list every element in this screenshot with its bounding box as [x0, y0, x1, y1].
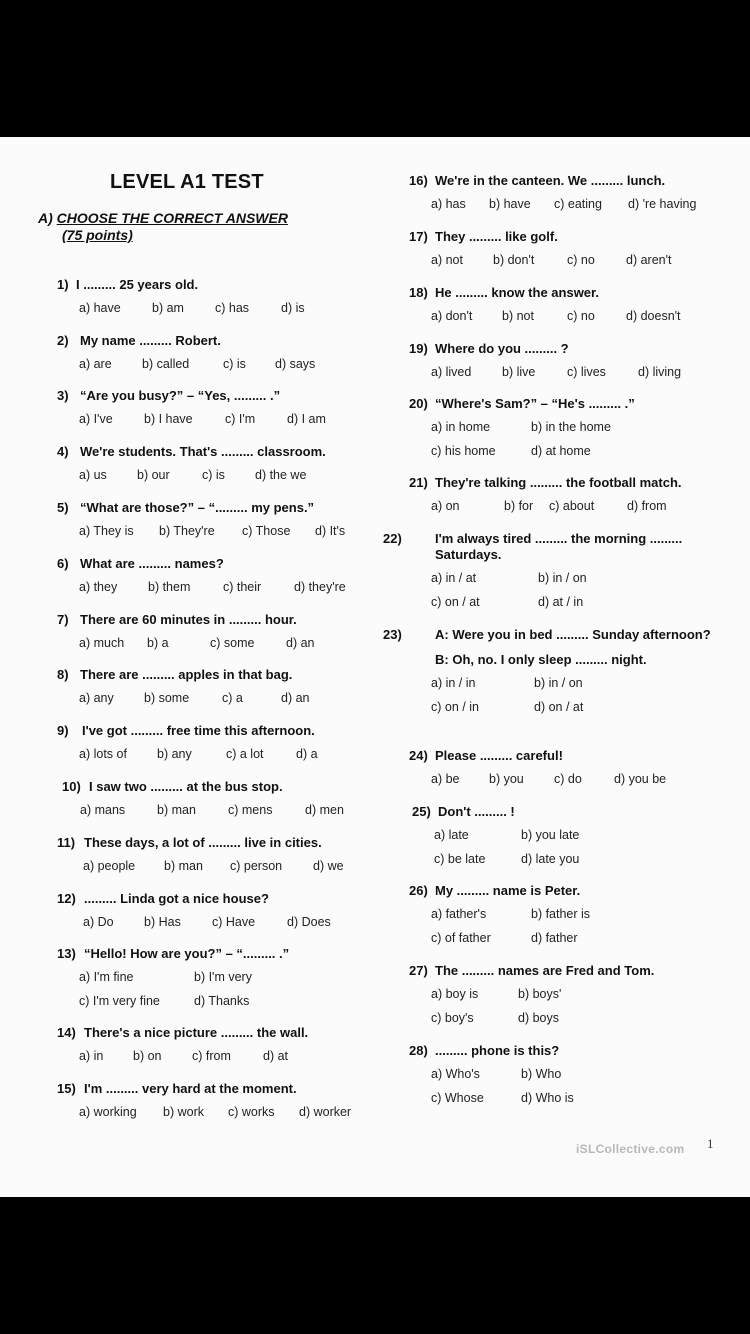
question-number: 19): [409, 341, 428, 356]
answer-option[interactable]: d) we: [313, 859, 344, 873]
answer-option[interactable]: d) you be: [614, 772, 667, 786]
question-stem: [57, 444, 326, 460]
question-2: [57, 333, 316, 375]
section-title: CHOOSE THE CORRECT ANSWER: [56, 210, 288, 226]
question-stem: [409, 963, 654, 979]
question-text: Where do you ......... ?: [435, 341, 569, 356]
question-20: [409, 396, 635, 462]
question-stem: [57, 946, 289, 962]
answer-options: [409, 1067, 562, 1085]
answer-option[interactable]: b) for: [504, 499, 534, 513]
question-stem: [409, 173, 665, 189]
answer-option[interactable]: b) called: [142, 357, 190, 371]
answer-options: [57, 970, 289, 988]
answer-option[interactable]: b) live: [502, 365, 536, 379]
answer-option[interactable]: d) I am: [287, 412, 326, 426]
answer-options: [409, 499, 682, 517]
answer-option[interactable]: d) a: [296, 747, 318, 761]
question-text: There are 60 minutes in ......... hour.: [80, 612, 297, 627]
question-number: 16): [409, 173, 428, 188]
answer-option[interactable]: a) don't: [431, 309, 473, 323]
answer-options: [57, 994, 289, 1012]
answer-option[interactable]: b) on: [133, 1049, 162, 1063]
answer-option[interactable]: c) of father: [431, 931, 491, 945]
question-27: [409, 963, 654, 1029]
answer-option[interactable]: a) have: [79, 301, 121, 315]
question-15: [57, 1081, 352, 1123]
question-text: I'm ......... very hard at the moment.: [84, 1081, 297, 1096]
question-13: [57, 946, 289, 1012]
question-number: 13): [57, 946, 76, 961]
answer-option[interactable]: d) late you: [521, 852, 580, 866]
answer-options: [409, 309, 681, 327]
answer-option[interactable]: c) no: [567, 253, 595, 267]
question-text: I saw two ......... at the bus stop.: [89, 779, 283, 794]
answer-option[interactable]: d) Who is: [521, 1091, 574, 1105]
answer-option[interactable]: c) on / in: [431, 700, 479, 714]
answer-options: [409, 197, 697, 215]
question-stem: [57, 723, 315, 739]
answer-option[interactable]: a) late: [434, 828, 469, 842]
answer-option[interactable]: b) any: [157, 747, 192, 761]
answer-options: [57, 859, 344, 877]
answer-option[interactable]: a) us: [79, 468, 107, 482]
question-number: 6): [57, 556, 69, 571]
question-4: [57, 444, 326, 486]
answer-options: [57, 357, 316, 375]
answer-option[interactable]: b) our: [137, 468, 170, 482]
answer-option[interactable]: b) They're: [159, 524, 215, 538]
answer-option[interactable]: a) in: [79, 1049, 104, 1063]
question-stem: [57, 1081, 297, 1097]
answer-option[interactable]: c) is: [202, 468, 225, 482]
answer-options: [409, 931, 580, 949]
worksheet-page: [0, 137, 750, 1197]
question-stem: [409, 285, 599, 301]
question-text-part2: B: Oh, no. I only sleep ......... night.: [435, 652, 647, 667]
answer-option[interactable]: c) do: [554, 772, 582, 786]
question-text: Please ......... careful!: [435, 748, 563, 763]
question-stem: [57, 388, 280, 404]
question-3: [57, 388, 326, 430]
answer-option[interactable]: b) man: [164, 859, 203, 873]
answer-option[interactable]: a) lived: [431, 365, 472, 379]
answer-option[interactable]: d) they're: [294, 580, 346, 594]
question-text: “Are you busy?” – “Yes, ......... .”: [80, 388, 281, 403]
answer-option[interactable]: d) from: [627, 499, 667, 513]
question-5: [57, 500, 346, 542]
question-number: 9): [57, 723, 69, 738]
question-stem: [383, 531, 735, 563]
question-11: [57, 835, 344, 877]
question-number: 23): [383, 627, 402, 642]
answer-options: [62, 803, 344, 821]
answer-option[interactable]: d) boys: [518, 1011, 559, 1025]
answer-option[interactable]: c) is: [223, 357, 246, 371]
answer-option[interactable]: d) an: [281, 691, 310, 705]
answer-options: [57, 580, 346, 598]
answer-option[interactable]: d) men: [305, 803, 344, 817]
answer-option[interactable]: c) Have: [212, 915, 256, 929]
answer-option[interactable]: d) says: [275, 357, 316, 371]
question-number: 24): [409, 748, 428, 763]
question-text: What are ......... names?: [80, 556, 224, 571]
answer-options: [57, 1049, 308, 1067]
answer-option[interactable]: a) boy is: [431, 987, 479, 1001]
question-text: Don't ......... !: [438, 804, 515, 819]
question-number: 26): [409, 883, 428, 898]
answer-option[interactable]: c) I'm very fine: [79, 994, 160, 1008]
answer-option[interactable]: c) person: [230, 859, 283, 873]
answer-options: [57, 915, 331, 933]
question-number: 22): [383, 531, 402, 546]
question-number: 28): [409, 1043, 428, 1058]
answer-option[interactable]: a) working: [79, 1105, 137, 1119]
question-6: [57, 556, 346, 598]
answer-option[interactable]: c) Those: [242, 524, 291, 538]
answer-option[interactable]: a) father's: [431, 907, 487, 921]
answer-option[interactable]: b) am: [152, 301, 184, 315]
question-stem: [57, 667, 292, 683]
answer-option[interactable]: d) at / in: [538, 595, 584, 609]
answer-option[interactable]: c) a: [222, 691, 243, 705]
answer-option[interactable]: c) be late: [434, 852, 486, 866]
question-text: He ......... know the answer.: [435, 285, 599, 300]
section-points: (75 points): [62, 227, 133, 243]
answer-option[interactable]: c) has: [215, 301, 250, 315]
answer-option[interactable]: d) Does: [287, 915, 331, 929]
question-text: We're students. That's ......... classroom.: [80, 444, 326, 459]
question-stem: [409, 341, 569, 357]
answer-option[interactable]: a) any: [79, 691, 114, 705]
question-number: 8): [57, 667, 69, 682]
question-14: [57, 1025, 308, 1067]
answer-options: [409, 772, 667, 790]
answer-option[interactable]: b) you late: [521, 828, 580, 842]
answer-option[interactable]: c) lives: [567, 365, 606, 379]
question-number: 20): [409, 396, 428, 411]
answer-options: [57, 691, 310, 709]
answer-option[interactable]: b) in / on: [534, 676, 583, 690]
answer-option[interactable]: a) in / in: [431, 676, 476, 690]
question-28: [409, 1043, 574, 1109]
question-stem: [409, 1043, 559, 1059]
answer-option[interactable]: b) in the home: [531, 420, 611, 434]
answer-option[interactable]: b) Has: [144, 915, 181, 929]
answer-option[interactable]: c) a lot: [226, 747, 264, 761]
question-text: “What are those?” – “......... my pens.”: [80, 500, 315, 515]
answer-option[interactable]: b) some: [144, 691, 190, 705]
question-19: [409, 341, 682, 383]
source-watermark: iSLCollective.com: [576, 1142, 685, 1156]
answer-option[interactable]: d) It's: [315, 524, 346, 538]
question-17: [409, 229, 672, 271]
answer-option[interactable]: a) Who's: [431, 1067, 480, 1081]
question-text: There's a nice picture ......... the wall.: [84, 1025, 309, 1040]
question-text: These days, a lot of ......... live in cities.: [84, 835, 322, 850]
answer-options: [57, 747, 318, 765]
question-number: 14): [57, 1025, 76, 1040]
answer-option[interactable]: c) no: [567, 309, 595, 323]
question-16: [409, 173, 697, 215]
answer-options: [409, 571, 735, 589]
answer-option[interactable]: b) man: [157, 803, 196, 817]
question-22: [383, 531, 735, 613]
answer-option[interactable]: c) I'm: [225, 412, 256, 426]
answer-option[interactable]: b) I'm very: [194, 970, 252, 984]
question-stem: [409, 396, 635, 412]
question-text: They're talking ......... the football match.: [435, 475, 682, 490]
answer-option[interactable]: b) boys': [518, 987, 562, 1001]
question-stem: [383, 627, 735, 643]
question-text: They ......... like golf.: [435, 229, 558, 244]
answer-option[interactable]: b) have: [489, 197, 531, 211]
question-stem: [57, 1025, 308, 1041]
answer-option[interactable]: b) Who: [521, 1067, 562, 1081]
question-stem: [412, 804, 515, 820]
question-stem: [57, 333, 221, 349]
question-number: 18): [409, 285, 428, 300]
answer-option[interactable]: d) Thanks: [194, 994, 250, 1008]
answer-option[interactable]: b) don't: [493, 253, 535, 267]
answer-option[interactable]: b) I have: [144, 412, 193, 426]
question-text: My name ......... Robert.: [80, 333, 221, 348]
answer-option[interactable]: b) a: [147, 636, 169, 650]
question-text: I've got ......... free time this afternoon.: [82, 723, 315, 738]
answer-options: [409, 987, 654, 1005]
answer-option[interactable]: d) worker: [299, 1105, 352, 1119]
question-number: 1): [57, 277, 69, 292]
question-23: [383, 627, 735, 718]
answer-option[interactable]: d) at: [263, 1049, 289, 1063]
answer-option[interactable]: d) doesn't: [626, 309, 681, 323]
question-text: The ......... names are Fred and Tom.: [435, 963, 655, 978]
question-number: 7): [57, 612, 69, 627]
answer-option[interactable]: b) not: [502, 309, 534, 323]
question-stem: [409, 748, 563, 764]
answer-options: [57, 412, 326, 430]
question-number: 11): [57, 835, 76, 850]
answer-options: [409, 1091, 574, 1109]
answer-options: [409, 676, 735, 694]
answer-option[interactable]: a) they: [79, 580, 118, 594]
answer-option[interactable]: c) about: [549, 499, 595, 513]
section-heading: [38, 210, 338, 244]
answer-option[interactable]: c) Whose: [431, 1091, 484, 1105]
question-stem: [409, 229, 558, 245]
answer-option[interactable]: d) the we: [255, 468, 307, 482]
question-text: My ......... name is Peter.: [435, 883, 581, 898]
question-stem: [57, 500, 314, 516]
answer-option[interactable]: c) on / at: [431, 595, 480, 609]
answer-options: [57, 468, 326, 486]
question-10: [62, 779, 344, 821]
question-24: [409, 748, 667, 790]
answer-option[interactable]: b) them: [148, 580, 191, 594]
answer-option[interactable]: a) be: [431, 772, 460, 786]
question-number: 27): [409, 963, 428, 978]
answer-options: [412, 828, 580, 846]
answer-option[interactable]: c) mens: [228, 803, 273, 817]
answer-option[interactable]: a) mans: [80, 803, 126, 817]
answer-option[interactable]: c) eating: [554, 197, 602, 211]
page-title: LEVEL A1 TEST: [110, 171, 264, 193]
question-number: 4): [57, 444, 69, 459]
answer-options: [409, 420, 635, 438]
answer-options: [412, 852, 580, 870]
answer-option[interactable]: a) lots of: [79, 747, 127, 761]
answer-option[interactable]: c) his home: [431, 444, 496, 458]
question-number: 25): [412, 804, 431, 819]
answer-option[interactable]: c) their: [223, 580, 262, 594]
question-stem: [57, 556, 224, 572]
question-stem: [57, 835, 322, 851]
answer-option[interactable]: d) on / at: [534, 700, 584, 714]
question-number: 2): [57, 333, 69, 348]
question-text: A: Were you in bed ......... Sunday afternoon?: [435, 627, 711, 642]
answer-options: [57, 636, 315, 654]
answer-option[interactable]: b) father is: [531, 907, 591, 921]
answer-option[interactable]: a) in home: [431, 420, 491, 434]
answer-option[interactable]: a) Do: [83, 915, 114, 929]
question-text: I ......... 25 years old.: [76, 277, 199, 292]
answer-option[interactable]: a) not: [431, 253, 463, 267]
answer-options: [409, 1011, 654, 1029]
question-21: [409, 475, 682, 517]
answer-option[interactable]: d) father: [531, 931, 578, 945]
answer-option[interactable]: b) work: [163, 1105, 204, 1119]
answer-option[interactable]: a) has: [431, 197, 466, 211]
question-text: ......... Linda got a nice house?: [84, 891, 269, 906]
answer-options: [57, 524, 346, 542]
answer-option[interactable]: b) in / on: [538, 571, 587, 585]
answer-option[interactable]: c) from: [192, 1049, 231, 1063]
answer-option[interactable]: a) are: [79, 357, 112, 371]
answer-option[interactable]: c) some: [210, 636, 255, 650]
answer-option[interactable]: c) boy's: [431, 1011, 474, 1025]
answer-option[interactable]: d) living: [638, 365, 682, 379]
question-number: 10): [62, 779, 81, 794]
question-25: [412, 804, 580, 870]
answer-option[interactable]: d) at home: [531, 444, 591, 458]
question-text: There are ......... apples in that bag.: [80, 667, 293, 682]
question-7: [57, 612, 315, 654]
answer-option[interactable]: c) works: [228, 1105, 275, 1119]
question-stem: [409, 883, 580, 899]
question-stem: [57, 612, 297, 628]
answer-options: [409, 365, 682, 383]
answer-options: [409, 595, 735, 613]
answer-option[interactable]: d) an: [286, 636, 315, 650]
answer-option[interactable]: a) much: [79, 636, 125, 650]
answer-option[interactable]: d) is: [281, 301, 305, 315]
question-stem: [57, 891, 269, 907]
question-26: [409, 883, 591, 949]
answer-options: [409, 444, 635, 462]
answer-option[interactable]: a) in / at: [431, 571, 477, 585]
question-text: We're in the canteen. We ......... lunch.: [435, 173, 666, 188]
question-number: 12): [57, 891, 76, 906]
question-18: [409, 285, 681, 327]
answer-option[interactable]: d) 're having: [628, 197, 697, 211]
question-number: 17): [409, 229, 428, 244]
answer-option[interactable]: a) I've: [79, 412, 113, 426]
answer-options: [409, 700, 735, 718]
question-number: 21): [409, 475, 428, 490]
question-number: 3): [57, 388, 69, 403]
question-stem: [62, 779, 283, 795]
answer-option[interactable]: a) people: [83, 859, 136, 873]
answer-options: [409, 253, 672, 271]
question-1: [57, 277, 305, 319]
question-number: 15): [57, 1081, 76, 1096]
answer-option[interactable]: a) on: [431, 499, 460, 513]
answer-options: [409, 907, 591, 925]
question-text: “Hello! How are you?” – “......... .”: [84, 946, 290, 961]
answer-option[interactable]: a) I'm fine: [79, 970, 134, 984]
question-text: I'm always tired ......... the morning ......... Saturdays.: [435, 531, 683, 562]
page-number: 1: [707, 1136, 714, 1151]
answer-options: [57, 301, 305, 319]
question-stem: [409, 475, 682, 491]
question-12: [57, 891, 331, 933]
answer-options: [57, 1105, 352, 1123]
answer-option[interactable]: d) aren't: [626, 253, 672, 267]
question-9: [57, 723, 318, 765]
answer-option[interactable]: a) They is: [79, 524, 134, 538]
question-text: ......... phone is this?: [435, 1043, 560, 1058]
answer-option[interactable]: b) you: [489, 772, 524, 786]
question-8: [57, 667, 310, 709]
section-prefix: A): [38, 210, 53, 226]
question-stem: [57, 277, 198, 293]
question-text: “Where's Sam?” – “He's ......... .”: [435, 396, 635, 411]
question-number: 5): [57, 500, 69, 515]
